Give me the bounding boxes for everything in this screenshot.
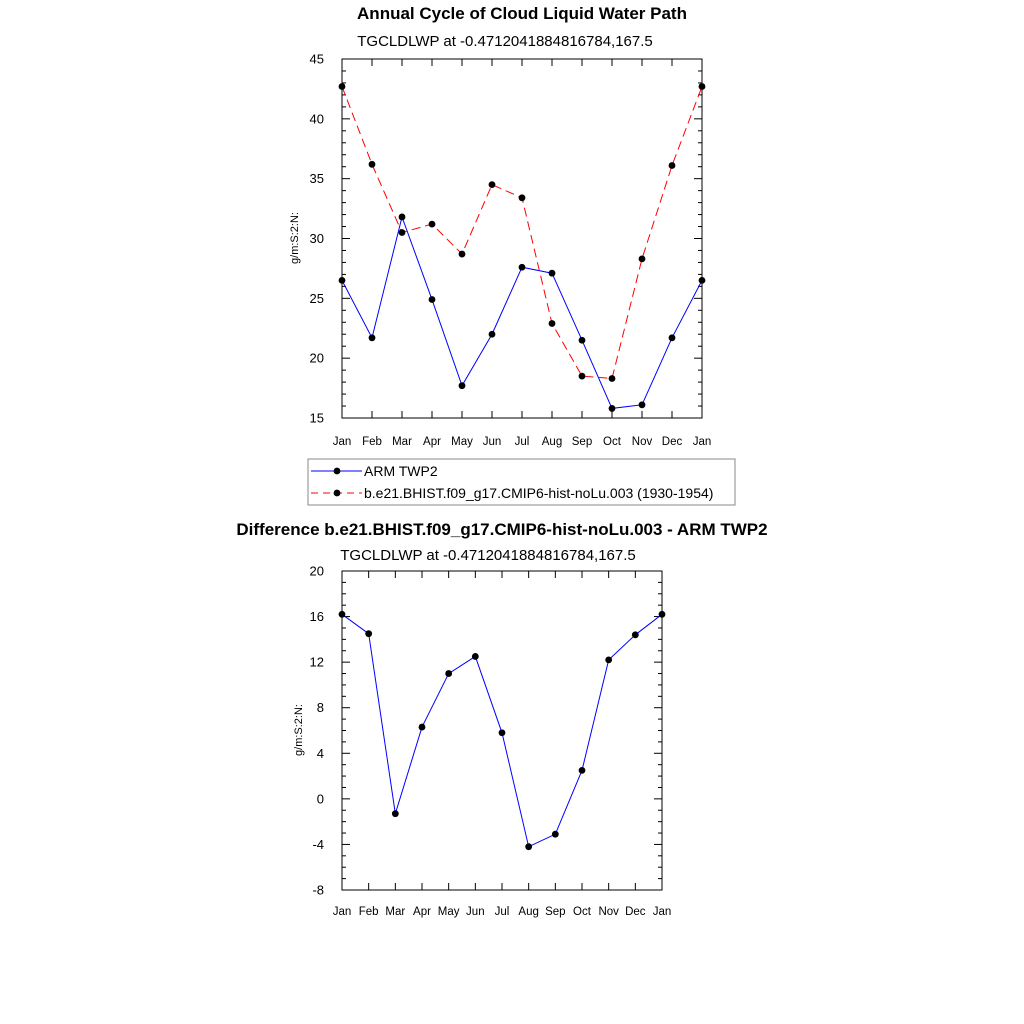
chart1-xtick-label: Aug (541, 436, 563, 448)
chart1-series-1-point (519, 264, 526, 271)
chart1-series-1-point (579, 337, 586, 344)
chart1-series-1-point (459, 382, 466, 389)
chart1-xtick-label: Mar (392, 436, 412, 448)
chart1-series-2-point (459, 251, 466, 258)
chart2-plot (310, 564, 672, 919)
chart2-series-1-point (365, 630, 372, 637)
chart2-xtick-label: Jan (652, 906, 672, 918)
chart1-series-1-point (609, 405, 616, 412)
chart1-ytick-label: 40 (309, 111, 324, 127)
chart2-xtick-label: Feb (358, 906, 379, 918)
chart2-xtick-label: Dec (625, 906, 646, 918)
chart1-series-2-point (669, 162, 676, 169)
chart1-series-1-point (639, 401, 646, 408)
chart1-series-2-point (639, 255, 646, 262)
chart1-ytick-label: 20 (309, 350, 324, 366)
chart1-ytick-label: 15 (309, 410, 324, 426)
chart2-xtick-label: May (437, 906, 460, 918)
chart1-xtick-label: Sep (571, 436, 593, 448)
chart2-xtick-label: Nov (598, 906, 619, 918)
chart2-ytick-label: 20 (309, 563, 324, 579)
chart2-xtick-label: Jun (466, 906, 485, 918)
chart1-series-2-point (369, 161, 376, 168)
chart1-legend (308, 459, 735, 505)
chart1-xtick-label: Dec (661, 436, 683, 448)
chart1-ytick-label: 25 (309, 290, 324, 306)
chart2-subtitle: TGCLDLWP at -0.4712041884816784,167.5 (340, 547, 636, 564)
chart2-ytick-label: -8 (312, 882, 324, 898)
chart1-xtick-label: Jun (482, 436, 502, 448)
chart1-series-1-point (699, 277, 706, 284)
chart1-xtick-label: May (451, 436, 473, 448)
chart1-series-1-point (669, 334, 676, 341)
chart1-xtick-label: Jan (332, 436, 352, 448)
chart1-series-line-2 (342, 87, 702, 379)
chart1-title: Annual Cycle of Cloud Liquid Water Path (357, 4, 687, 23)
chart2-ytick-label: -4 (312, 836, 324, 852)
chart1-frame (342, 59, 702, 418)
chart1-xtick-label: Nov (631, 436, 653, 448)
chart2-series-1-point (472, 653, 479, 660)
chart2-series-1-point (445, 670, 452, 677)
chart1-ytick-label: 30 (309, 231, 324, 246)
chart1-series-2-point (609, 375, 616, 382)
chart2-ytick-label: 8 (316, 700, 324, 716)
chart2-xtick-label: Jan (332, 906, 352, 918)
chart1-series-2-point (579, 373, 586, 380)
chart1-series-1-point (399, 214, 406, 221)
chart2-series-1-point (605, 656, 612, 663)
chart1-series-2-point (519, 194, 526, 201)
chart1-series-1-point (549, 270, 556, 277)
chart2-series-1-point (419, 724, 426, 731)
chart1-xtick-label: Jul (514, 436, 530, 448)
chart1-series-1-point (489, 331, 496, 338)
chart2-series-1-point (579, 767, 586, 774)
chart2-ytick-label: 12 (309, 654, 324, 670)
chart1-xtick-label: Feb (362, 436, 382, 448)
legend-label-series2: b.e21.BHIST.f09_g17.CMIP6-hist-noLu.003 (1930-1954) (364, 485, 714, 501)
chart2-series-1-point (339, 611, 346, 618)
chart2-ylabel: g/m:S:2:N: (293, 704, 305, 756)
chart1-series-1-point (429, 296, 436, 303)
legend-marker-series1 (334, 468, 341, 475)
chart2-ytick-label: 0 (316, 791, 324, 807)
chart1-ytick-label: 45 (309, 51, 324, 67)
chart2-xtick-label: Sep (545, 906, 566, 918)
chart2-series-1-point (552, 831, 559, 838)
chart1-ytick-label: 35 (309, 171, 324, 187)
chart1-xtick-label: Oct (603, 436, 621, 448)
chart1-series-2-point (399, 229, 406, 236)
chart1-series-2-point (549, 320, 556, 327)
chart2-series-1-point (392, 810, 399, 817)
chart1-plot (310, 52, 712, 449)
chart1-series-1-point (369, 334, 376, 341)
chart2-title: Difference b.e21.BHIST.f09_g17.CMIP6-hist-noLu.003 - ARM TWP2 (236, 520, 768, 539)
chart2-xtick-label: Oct (573, 906, 591, 918)
chart2-series-1-point (659, 611, 666, 618)
chart1-series-1-point (339, 277, 346, 284)
chart2-xtick-label: Jul (494, 906, 510, 918)
chart1-series-line-1 (342, 217, 702, 408)
legend-label-series1: ARM TWP2 (364, 463, 438, 479)
chart2-xtick-label: Mar (385, 906, 406, 918)
chart2-xtick-label: Apr (413, 906, 431, 918)
chart2-xtick-label: Aug (518, 906, 539, 918)
chart2-series-1-point (525, 843, 532, 850)
legend-marker-series2 (334, 490, 341, 497)
chart2-series-1-point (499, 729, 506, 736)
chart1-xtick-label: Jan (692, 436, 712, 448)
chart1-series-2-point (339, 83, 346, 90)
chart1-series-2-point (429, 221, 436, 228)
chart1-series-2-point (489, 181, 496, 188)
chart1-xtick-label: Apr (423, 436, 441, 448)
chart2-ytick-label: 4 (316, 745, 324, 761)
chart2-ytick-label: 16 (309, 609, 324, 625)
chart1-ylabel: g/m:S:2:N: (289, 212, 301, 264)
chart2-series-1-point (632, 631, 639, 638)
chart1-series-2-point (699, 83, 706, 90)
chart1-subtitle: TGCLDLWP at -0.4712041884816784,167.5 (357, 33, 653, 50)
